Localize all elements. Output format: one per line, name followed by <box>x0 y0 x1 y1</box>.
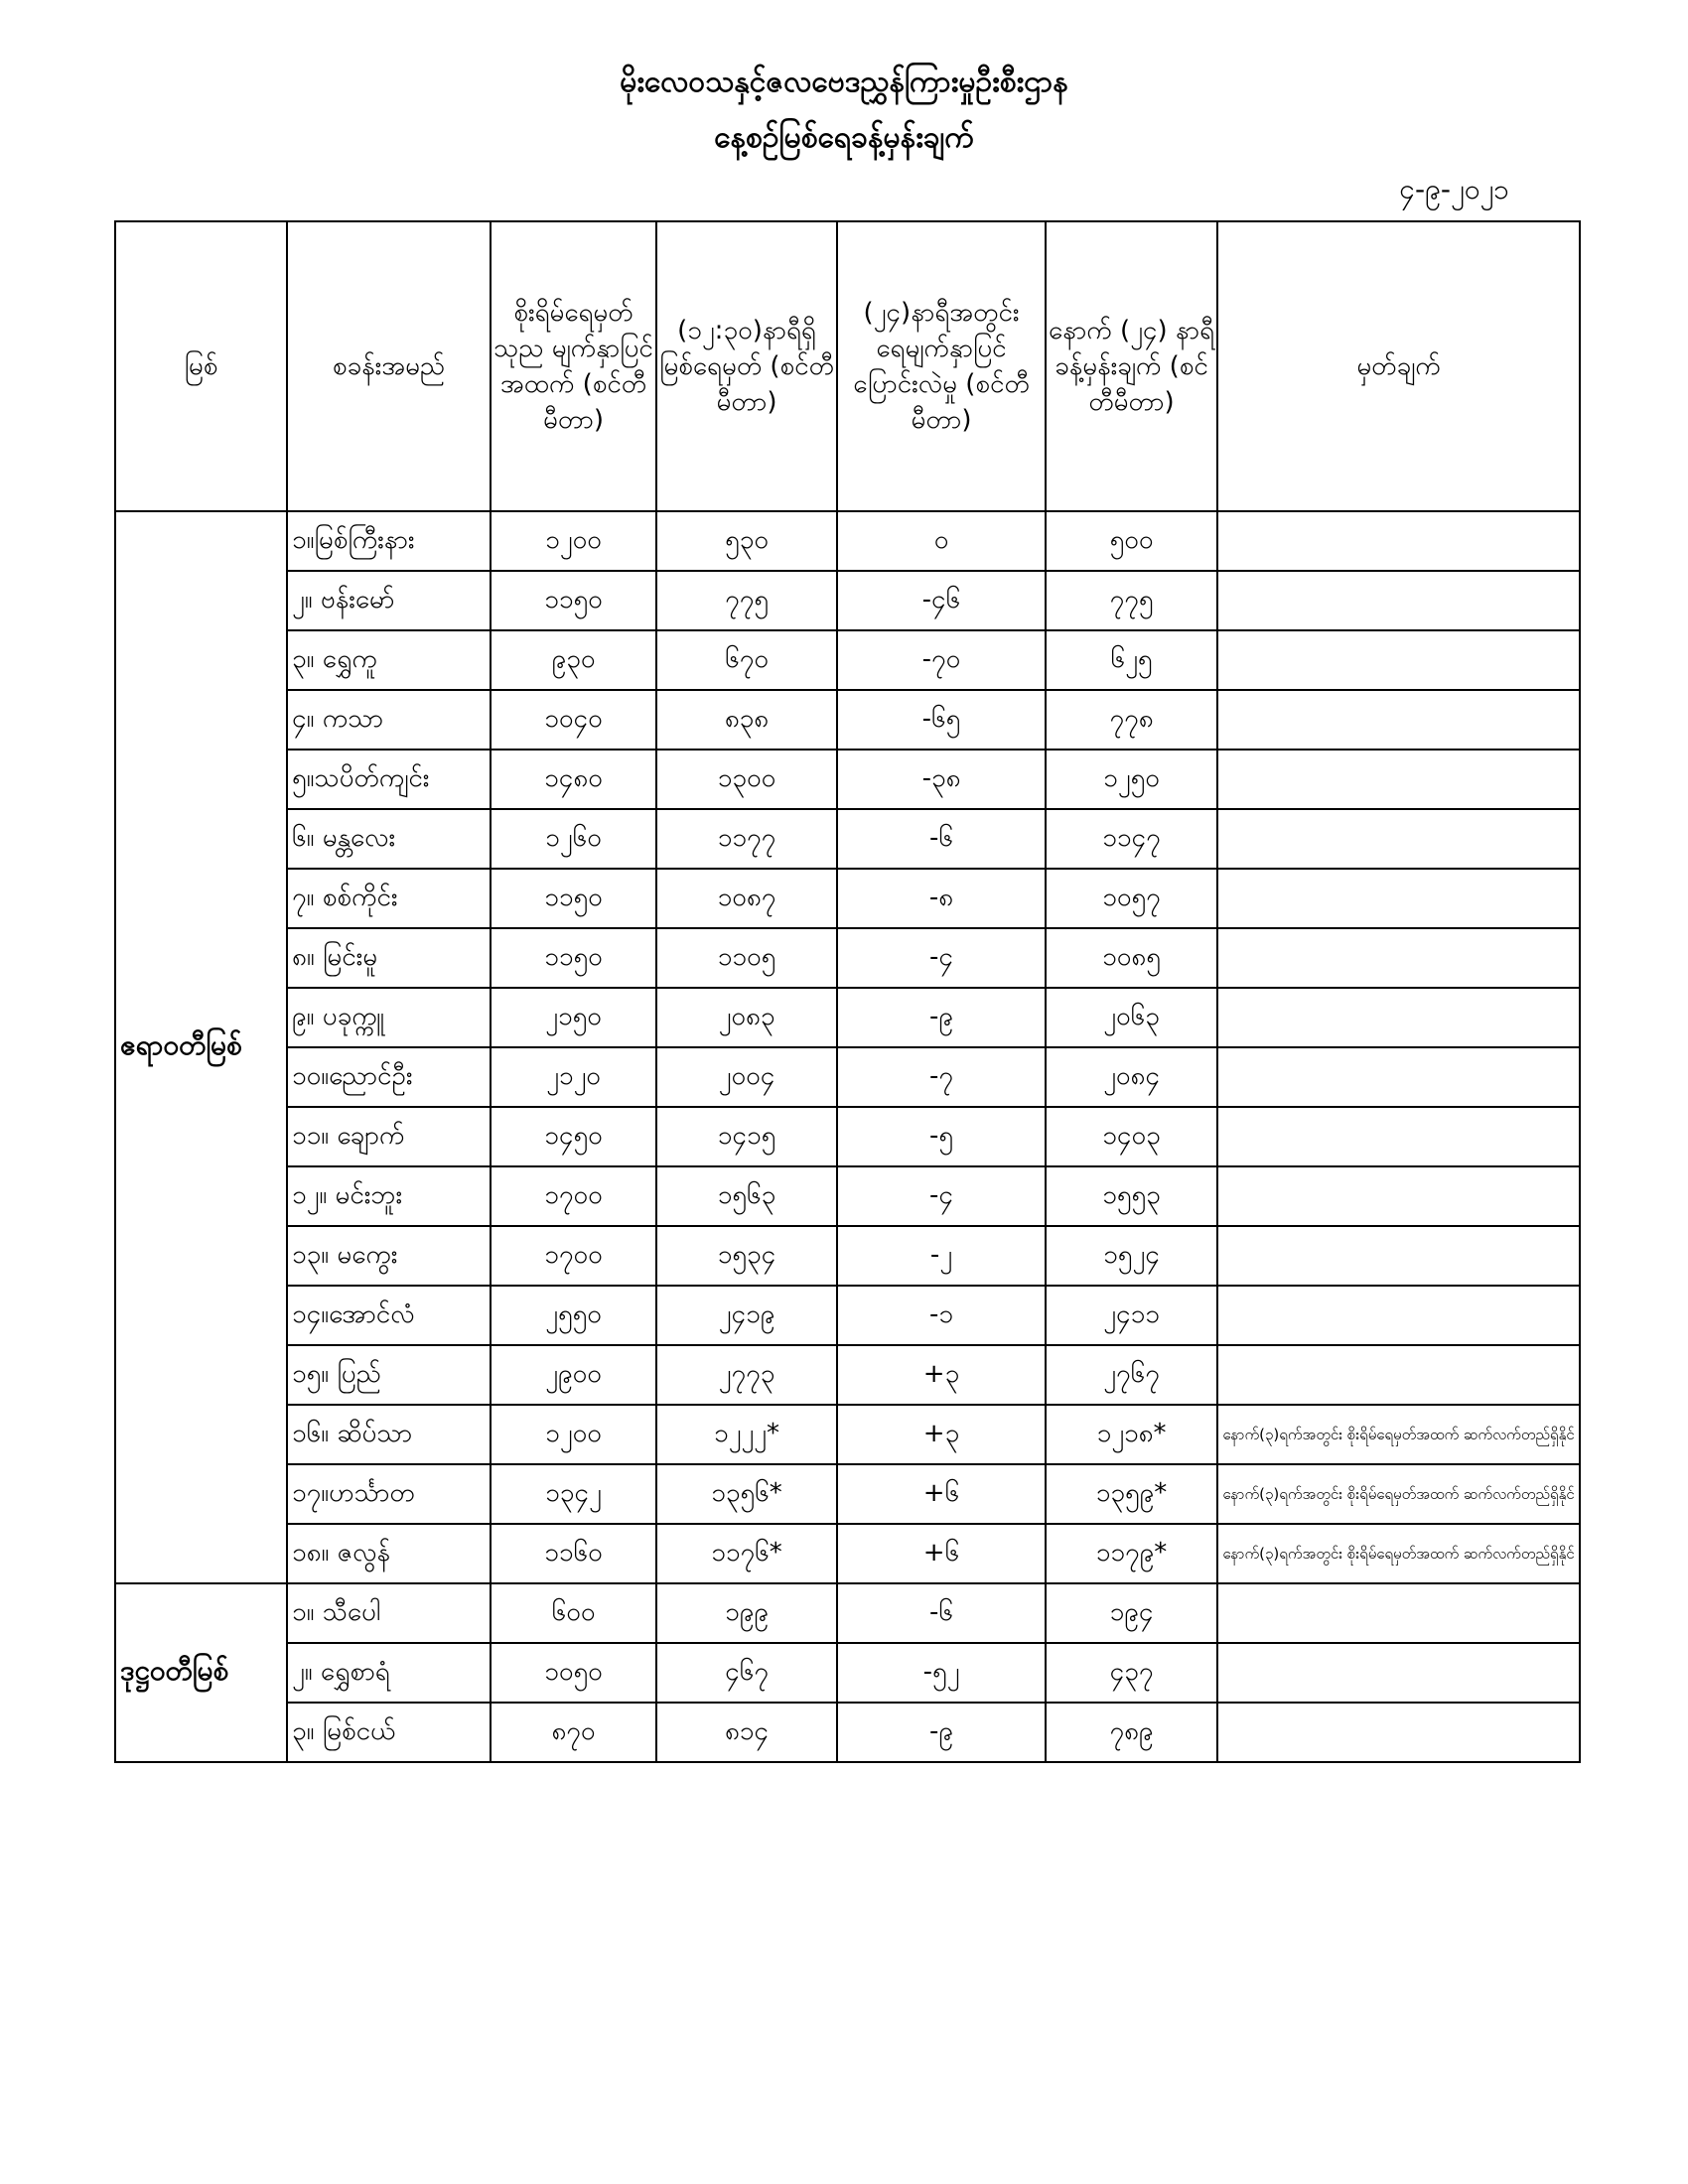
station-cell: ၃။ မြစ်ငယ် <box>287 1703 491 1762</box>
change-cell: -၇၀ <box>837 630 1046 690</box>
table-row <box>115 750 1580 809</box>
change-cell: -၃၈ <box>837 750 1046 809</box>
remark-cell <box>1217 690 1580 750</box>
remark-cell: နောက်(၃)ရက်အတွင်း စိုးရိမ်ရေမှတ်အထက် ဆက်လက်တည်ရှိနိုင် <box>1217 1464 1580 1524</box>
danger-level-cell: ၂၁၅၀ <box>491 988 656 1047</box>
current-level-cell: ၂၇၇၃ <box>656 1345 837 1405</box>
remark-cell <box>1217 1703 1580 1762</box>
danger-level-cell: ၁၄၅၀ <box>491 1107 656 1166</box>
river-name-cell: ဒုဋ္ဌဝတီမြစ် <box>115 1583 287 1762</box>
station-cell: ၉။ ပခုက္ကူ <box>287 988 491 1047</box>
table-row <box>115 1047 1580 1107</box>
station-cell: ၁၃။ မကွေး <box>287 1226 491 1286</box>
forecast-cell: ၁၁၄၇ <box>1046 809 1217 869</box>
header-change: (၂၄)နာရီအတွင်း ရေမျက်နှာပြင် ပြောင်းလဲမှု (စင်တီမီတာ) <box>837 221 1046 511</box>
danger-level-cell: ၁၇၀၀ <box>491 1166 656 1226</box>
current-level-cell: ၂၄၁၉ <box>656 1286 837 1345</box>
current-level-cell: ၂၀၈၃ <box>656 988 837 1047</box>
current-level-cell: ၁၃၀၀ <box>656 750 837 809</box>
current-level-cell: ၁၅၃၄ <box>656 1226 837 1286</box>
danger-level-cell: ၈၇၀ <box>491 1703 656 1762</box>
header-river: မြစ် <box>115 221 287 511</box>
remark-cell <box>1217 1345 1580 1405</box>
station-cell: ၁၂။ မင်းဘူး <box>287 1166 491 1226</box>
table-row <box>115 1643 1580 1703</box>
station-cell: ၁၇။ဟင်္သာတ <box>287 1464 491 1524</box>
forecast-cell: ၇၈၉ <box>1046 1703 1217 1762</box>
remark-cell <box>1217 1226 1580 1286</box>
forecast-cell: ၁၂၅၀ <box>1046 750 1217 809</box>
table-row <box>115 1464 1580 1524</box>
current-level-cell: ၈၃၈ <box>656 690 837 750</box>
table-row <box>115 1405 1580 1464</box>
table-row <box>115 1524 1580 1583</box>
header-row <box>115 221 1580 511</box>
station-cell: ၁။ သီပေါ <box>287 1583 491 1643</box>
river-name-cell: ဧရာဝတီမြစ် <box>115 511 287 1583</box>
station-cell: ၅။သပိတ်ကျင်း <box>287 750 491 809</box>
danger-level-cell: ၁၀၄၀ <box>491 690 656 750</box>
danger-level-cell: ၁၀၅၀ <box>491 1643 656 1703</box>
table-row <box>115 511 1580 571</box>
forecast-cell: ၁၅၂၄ <box>1046 1226 1217 1286</box>
danger-level-cell: ၁၇၀၀ <box>491 1226 656 1286</box>
remark-cell <box>1217 1107 1580 1166</box>
change-cell: +၆ <box>837 1464 1046 1524</box>
danger-level-cell: ၁၂၀၀ <box>491 1405 656 1464</box>
station-cell: ၁၈။ ဇလွန် <box>287 1524 491 1583</box>
current-level-cell: ၈၁၄ <box>656 1703 837 1762</box>
change-cell: -၆ <box>837 809 1046 869</box>
current-level-cell: ၂၀၀၄ <box>656 1047 837 1107</box>
danger-level-cell: ၁၁၆၀ <box>491 1524 656 1583</box>
forecast-cell: ၂၀၈၄ <box>1046 1047 1217 1107</box>
change-cell: -၄ <box>837 928 1046 988</box>
report-date: ၄-၉-၂၀၂၁ <box>1399 173 1509 205</box>
station-cell: ၂။ ရွှေစာရံ <box>287 1643 491 1703</box>
current-level-cell: ၁၃၅၆* <box>656 1464 837 1524</box>
current-level-cell: ၆၇၀ <box>656 630 837 690</box>
table-row <box>115 809 1580 869</box>
current-level-cell: ၁၄၁၅ <box>656 1107 837 1166</box>
forecast-cell: ၂၇၆၇ <box>1046 1345 1217 1405</box>
station-cell: ၄။ ကသာ <box>287 690 491 750</box>
forecast-cell: ၇၇၅ <box>1046 571 1217 630</box>
header-forecast: နောက် (၂၄) နာရီ ခန့်မှန်းချက် (စင်တီမီတာ) <box>1046 221 1217 511</box>
header-station: စခန်းအမည် <box>287 221 491 511</box>
header-danger-level: စိုးရိမ်ရေမှတ် သုည မျက်နှာပြင် အထက် (စင်တီမီတာ) <box>491 221 656 511</box>
table-row <box>115 869 1580 928</box>
station-cell: ၂။ ဗန်းမော် <box>287 571 491 630</box>
change-cell: +၃ <box>837 1345 1046 1405</box>
remark-cell: နောက်(၃)ရက်အတွင်း စိုးရိမ်ရေမှတ်အထက် ဆက်လက်တည်ရှိနိုင် <box>1217 1524 1580 1583</box>
change-cell: -၂ <box>837 1226 1046 1286</box>
forecast-cell: ၆၂၅ <box>1046 630 1217 690</box>
change-cell: -၄ <box>837 1166 1046 1226</box>
station-cell: ၁၀။ညောင်ဦး <box>287 1047 491 1107</box>
change-cell: -၆ <box>837 1583 1046 1643</box>
forecast-cell: ၂၄၁၁ <box>1046 1286 1217 1345</box>
change-cell: -၈ <box>837 869 1046 928</box>
forecast-cell: ၁၀၈၅ <box>1046 928 1217 988</box>
table-row <box>115 1583 1580 1643</box>
table-row <box>115 1107 1580 1166</box>
forecast-cell: ၅၀၀ <box>1046 511 1217 571</box>
station-cell: ၁၄။အောင်လံ <box>287 1286 491 1345</box>
remark-cell <box>1217 809 1580 869</box>
current-level-cell: ၁၂၂၂* <box>656 1405 837 1464</box>
forecast-cell: ၇၇၈ <box>1046 690 1217 750</box>
forecast-cell: ၄၃၇ <box>1046 1643 1217 1703</box>
change-cell: +၆ <box>837 1524 1046 1583</box>
table-row <box>115 988 1580 1047</box>
forecast-cell: ၁၁၇၉* <box>1046 1524 1217 1583</box>
danger-level-cell: ၆၀၀ <box>491 1583 656 1643</box>
forecast-cell: ၁၅၅၃ <box>1046 1166 1217 1226</box>
change-cell: ၀ <box>837 511 1046 571</box>
station-cell: ၁၅။ ပြည် <box>287 1345 491 1405</box>
current-level-cell: ၁၉၉ <box>656 1583 837 1643</box>
table-row <box>115 1286 1580 1345</box>
remark-cell <box>1217 571 1580 630</box>
remark-cell <box>1217 630 1580 690</box>
remark-cell <box>1217 869 1580 928</box>
remark-cell <box>1217 1286 1580 1345</box>
current-level-cell: ၇၇၅ <box>656 571 837 630</box>
forecast-cell: ၁၄၀၃ <box>1046 1107 1217 1166</box>
table-body <box>115 511 1580 1762</box>
danger-level-cell: ၂၅၅၀ <box>491 1286 656 1345</box>
current-level-cell: ၁၀၈၇ <box>656 869 837 928</box>
station-cell: ၇။ စစ်ကိုင်း <box>287 869 491 928</box>
remark-cell <box>1217 750 1580 809</box>
forecast-cell: ၁၉၄ <box>1046 1583 1217 1643</box>
change-cell: -၅၂ <box>837 1643 1046 1703</box>
current-level-cell: ၁၁၀၅ <box>656 928 837 988</box>
danger-level-cell: ၁၁၅၀ <box>491 928 656 988</box>
change-cell: -၄၆ <box>837 571 1046 630</box>
forecast-cell: ၁၃၅၉* <box>1046 1464 1217 1524</box>
current-level-cell: ၅၃၀ <box>656 511 837 571</box>
danger-level-cell: ၁၃၄၂ <box>491 1464 656 1524</box>
current-level-cell: ၁၅၆၃ <box>656 1166 837 1226</box>
table-row <box>115 1703 1580 1762</box>
danger-level-cell: ၁၄၈၀ <box>491 750 656 809</box>
remark-cell <box>1217 511 1580 571</box>
change-cell: -၇ <box>837 1047 1046 1107</box>
table-row <box>115 928 1580 988</box>
station-cell: ၁၆။ ဆိပ်သာ <box>287 1405 491 1464</box>
table-row <box>115 630 1580 690</box>
change-cell: -၁ <box>837 1286 1046 1345</box>
station-cell: ၃။ ရွှေကူ <box>287 630 491 690</box>
change-cell: -၆၅ <box>837 690 1046 750</box>
table-row <box>115 1166 1580 1226</box>
current-level-cell: ၁၁၇၇ <box>656 809 837 869</box>
forecast-cell: ၂၀၆၃ <box>1046 988 1217 1047</box>
header-remark: မှတ်ချက် <box>1217 221 1580 511</box>
remark-cell <box>1217 928 1580 988</box>
table-row <box>115 690 1580 750</box>
remark-cell <box>1217 1166 1580 1226</box>
document-subtitle: နေ့စဉ်မြစ်ရေခန့်မှန်းချက် <box>714 120 974 155</box>
current-level-cell: ၄၆၇ <box>656 1643 837 1703</box>
danger-level-cell: ၁၁၅၀ <box>491 869 656 928</box>
change-cell: -၉ <box>837 1703 1046 1762</box>
station-cell: ၁၁။ ချောက် <box>287 1107 491 1166</box>
forecast-cell: ၁၂၁၈* <box>1046 1405 1217 1464</box>
remark-cell <box>1217 988 1580 1047</box>
danger-level-cell: ၂၁၂၀ <box>491 1047 656 1107</box>
station-cell: ၆။ မန္တလေး <box>287 809 491 869</box>
current-level-cell: ၁၁၇၆* <box>656 1524 837 1583</box>
remark-cell: နောက်(၃)ရက်အတွင်း စိုးရိမ်ရေမှတ်အထက် ဆက်လက်တည်ရှိနိုင် <box>1217 1405 1580 1464</box>
danger-level-cell: ၉၃၀ <box>491 630 656 690</box>
station-cell: ၁။မြစ်ကြီးနား <box>287 511 491 571</box>
table-row <box>115 1345 1580 1405</box>
table-row <box>115 571 1580 630</box>
header-current-level: (၁၂:၃၀)နာရီရှိ မြစ်ရေမှတ် (စင်တီမီတာ) <box>656 221 837 511</box>
change-cell: +၃ <box>837 1405 1046 1464</box>
remark-cell <box>1217 1583 1580 1643</box>
danger-level-cell: ၁၁၅၀ <box>491 571 656 630</box>
change-cell: -၅ <box>837 1107 1046 1166</box>
remark-cell <box>1217 1643 1580 1703</box>
danger-level-cell: ၁၂၀၀ <box>491 511 656 571</box>
danger-level-cell: ၂၉၀၀ <box>491 1345 656 1405</box>
table-row <box>115 1226 1580 1286</box>
forecast-cell: ၁၀၅၇ <box>1046 869 1217 928</box>
river-forecast-table <box>114 220 1581 1763</box>
change-cell: -၉ <box>837 988 1046 1047</box>
station-cell: ၈။ မြင်းမူ <box>287 928 491 988</box>
document-title: မိုးလေဝသနှင့်ဇလဗေဒညွှန်ကြားမှုဦးစီးဌာန <box>620 65 1068 99</box>
remark-cell <box>1217 1047 1580 1107</box>
danger-level-cell: ၁၂၆၀ <box>491 809 656 869</box>
